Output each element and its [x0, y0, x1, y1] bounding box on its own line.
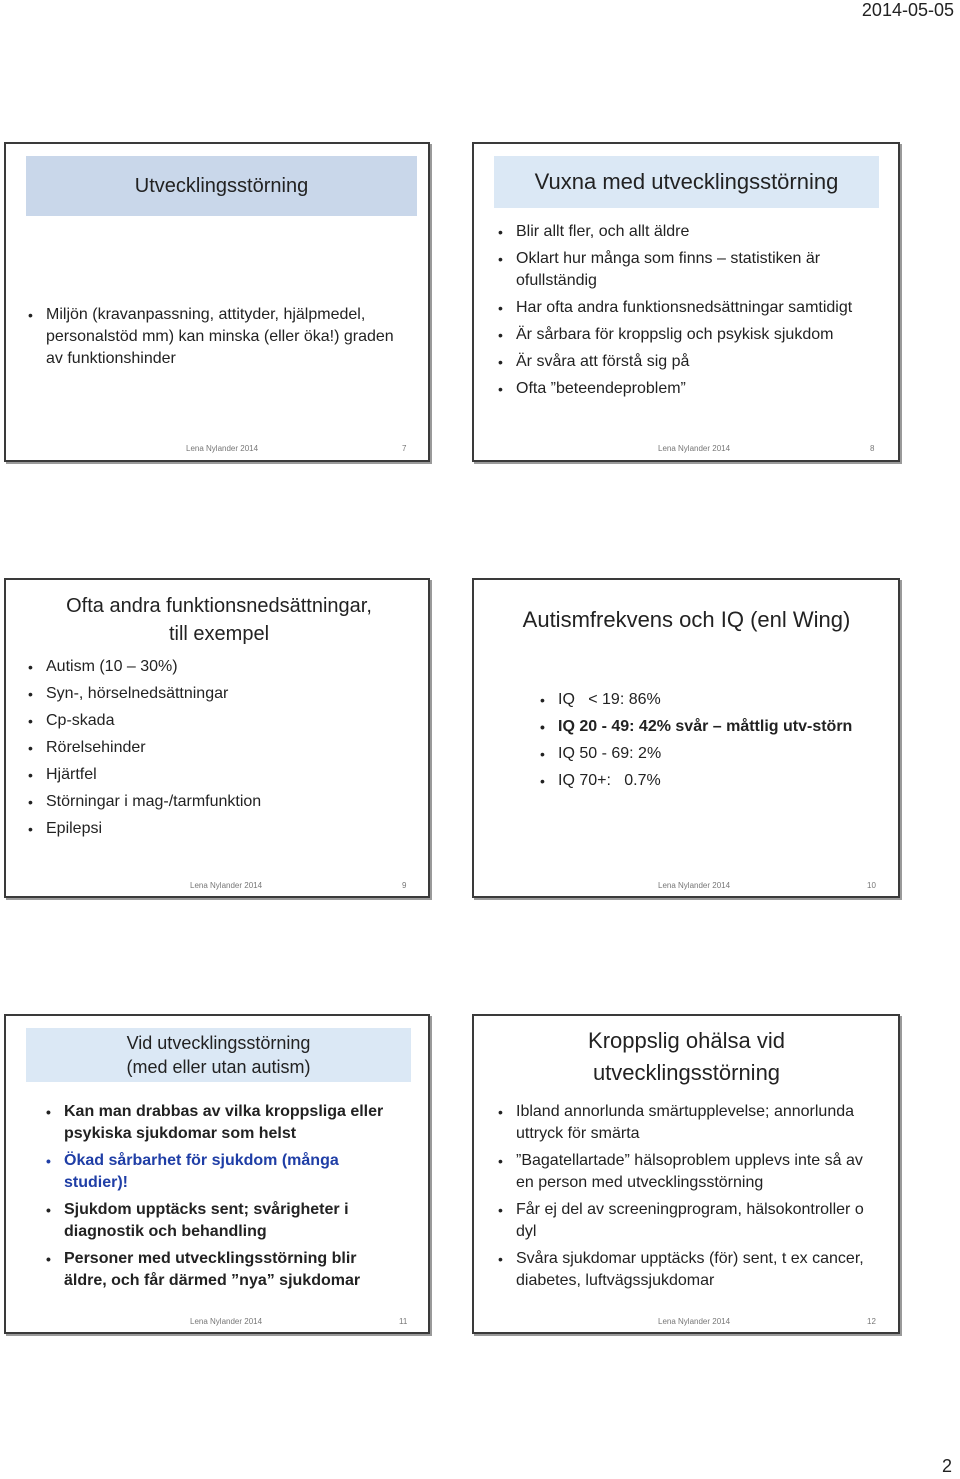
slide-title-line: till exempel	[168, 623, 270, 645]
slide-title	[26, 156, 417, 216]
bullet-item: • IQ 20 - 49: 42% svår – måttlig utv-störn	[540, 716, 880, 738]
bullet-item: • Syn-, hörselnedsättningar	[28, 683, 413, 705]
slide-title	[494, 1022, 879, 1092]
slide-title	[494, 598, 879, 642]
bullet-item: • Personer med utvecklingsstörning blir äldre, och får därmed ”nya” sjukdomar	[46, 1248, 401, 1292]
bullet-item: • Ofta ”beteendeproblem”	[498, 378, 883, 400]
bullet-item: • IQ < 19: 86%	[540, 689, 880, 711]
slide-11	[4, 1014, 430, 1334]
slide-8	[472, 142, 900, 462]
bullet-item: • IQ 50 - 69: 2%	[540, 743, 880, 765]
bullet-item: • Ibland annorlunda smärtupplevelse; annorlunda uttryck för smärta	[498, 1101, 883, 1145]
slide-title-line: utvecklingsstörning	[592, 1060, 781, 1085]
slide-10	[472, 578, 900, 898]
slide-number: 7	[402, 444, 407, 453]
slide-title	[26, 590, 412, 650]
slide-footer-author: Lena Nylander 2014	[186, 444, 259, 453]
slide-9	[4, 578, 430, 898]
slide-title-text: Utvecklingsstörning	[134, 174, 309, 197]
slide-title-line: Kroppslig ohälsa vid	[588, 1028, 785, 1053]
slide-title-text: Vuxna med utvecklingsstörning	[534, 169, 839, 194]
bullet-item: • Ökad sårbarhet för sjukdom (många studier)!	[46, 1150, 401, 1194]
bullet-item: • Har ofta andra funktionsnedsättningar samtidigt	[498, 297, 883, 319]
slide-title	[26, 1028, 411, 1082]
bullet-item: • Miljön (kravanpassning, attityder, hjälpmedel, personalstöd mm) kan minska (eller öka!) graden av funktionshinder	[28, 304, 413, 370]
bullet-list	[46, 1101, 401, 1297]
bullet-item: • Kan man drabbas av vilka kroppsliga eller psykiska sjukdomar som helst	[46, 1101, 401, 1145]
bullet-item: • Sjukdom upptäcks sent; svårigheter i diagnostik och behandling	[46, 1199, 401, 1243]
slide-12	[472, 1014, 900, 1334]
bullet-item: • Autism (10 – 30%)	[28, 656, 413, 678]
slide-number: 11	[399, 1317, 408, 1326]
bullet-item: • Cp-skada	[28, 710, 413, 732]
slide-title-line: Ofta andra funktionsnedsättningar,	[66, 595, 372, 617]
slide-footer-author: Lena Nylander 2014	[190, 1317, 263, 1326]
bullet-item: • Är svåra att förstå sig på	[498, 351, 883, 373]
bullet-list	[28, 304, 413, 375]
bullet-item: • Epilepsi	[28, 818, 413, 840]
slide-number: 8	[870, 444, 875, 453]
bullet-item: • Hjärtfel	[28, 764, 413, 786]
bullet-item: • Oklart hur många som finns – statistiken är ofullständig	[498, 248, 883, 292]
bullet-list	[498, 1101, 883, 1297]
bullet-item: • Svåra sjukdomar upptäcks (för) sent, t ex cancer, diabetes, luftvägssjukdomar	[498, 1248, 883, 1292]
bullet-item: • Får ej del av screeningprogram, hälsokontroller o dyl	[498, 1199, 883, 1243]
slide-number: 12	[867, 1317, 876, 1326]
bullet-list	[498, 221, 883, 405]
slide-footer-author: Lena Nylander 2014	[658, 444, 731, 453]
bullet-item: • ”Bagatellartade” hälsoproblem upplevs inte så av en person med utvecklingsstörning	[498, 1150, 883, 1194]
slide-7	[4, 142, 430, 462]
slide-footer-author: Lena Nylander 2014	[658, 881, 731, 890]
slide-number: 9	[402, 881, 407, 890]
bullet-item: • Är sårbara för kroppslig och psykisk sjukdom	[498, 324, 883, 346]
slide-number: 10	[867, 881, 876, 890]
bullet-item: • Störningar i mag-/tarmfunktion	[28, 791, 413, 813]
page-date: 2014-05-05	[861, 0, 954, 20]
slide-footer-author: Lena Nylander 2014	[658, 1317, 731, 1326]
bullet-item: • IQ 70+: 0.7%	[540, 770, 880, 792]
bullet-item: • Rörelsehinder	[28, 737, 413, 759]
bullet-list	[28, 656, 413, 845]
slide-title	[494, 156, 879, 208]
bullet-item: • Blir allt fler, och allt äldre	[498, 221, 883, 243]
slide-title-line: (med eller utan autism)	[126, 1057, 311, 1077]
slide-title-text: Autismfrekvens och IQ (enl Wing)	[522, 607, 851, 632]
page-number: 2	[941, 1456, 952, 1476]
bullet-list	[540, 689, 880, 797]
slide-footer-author: Lena Nylander 2014	[190, 881, 263, 890]
slide-title-line: Vid utvecklingsstörning	[126, 1033, 311, 1053]
